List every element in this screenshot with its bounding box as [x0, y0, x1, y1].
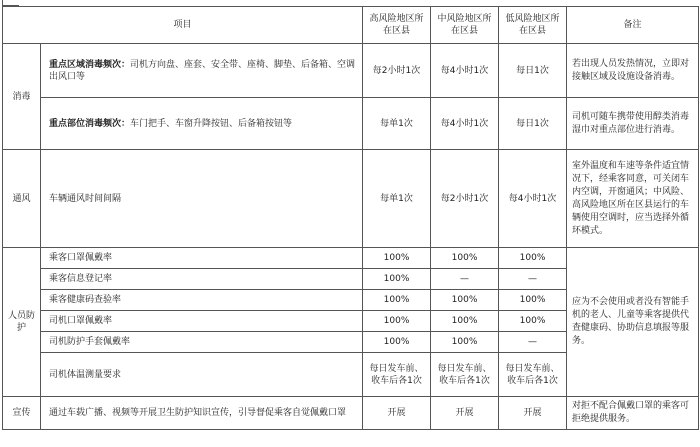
cell-high: 100%: [363, 269, 431, 290]
header-row: [3, 7, 699, 44]
item-key-part-frequency: [41, 98, 363, 150]
table-row: [3, 150, 699, 248]
cell-note: 若出现人员发热情况，立即对接触区域及设施设备消毒。: [567, 44, 699, 98]
cell-low: 100%: [499, 290, 567, 311]
cell-mid: 100%: [431, 290, 499, 311]
cell-low: 100%: [499, 248, 567, 269]
category-publicity: 宣传: [3, 397, 41, 430]
cell-mid: 100%: [431, 248, 499, 269]
item-driver-glove-rate: 司机防护手套佩戴率: [41, 332, 363, 353]
category-protection: 人员防护: [3, 248, 41, 397]
item-passenger-registration-rate: 乘客信息登记率: [41, 269, 363, 290]
item-ventilation-interval: 车辆通风时间间隔: [41, 150, 363, 248]
cell-note: 司机可随车携带使用醇类消毒湿巾对重点部位进行消毒。: [567, 98, 699, 150]
cell-high: 开展: [363, 397, 431, 430]
header-note: 备注: [567, 7, 699, 44]
item-key-area-frequency: [41, 44, 363, 98]
cell-high: 每单1次: [363, 150, 431, 248]
cell-high: 每单1次: [363, 98, 431, 150]
item-label-text: 司机方向盘、座套、安全带、座椅、脚垫、后备箱、空调出风口等: [49, 59, 356, 82]
item-label-bold: 重点区域消毒频次：: [49, 59, 131, 70]
cell-low: —: [499, 332, 567, 353]
cell-mid: —: [431, 269, 499, 290]
category-disinfect: 消毒: [3, 44, 41, 150]
epidemic-prevention-table: [2, 6, 699, 430]
header-low-risk: 低风险地区所在区县: [499, 7, 567, 44]
header-high-risk: 高风险地区所在区县: [363, 7, 431, 44]
cell-high: 100%: [363, 311, 431, 332]
cell-mid: 每4小时1次: [431, 98, 499, 150]
header-mid-risk: 中风险地区所在区县: [431, 7, 499, 44]
cell-mid: 100%: [431, 311, 499, 332]
cell-note: 对拒不配合佩戴口罩的乘客可拒绝提供服务。: [567, 397, 699, 430]
header-item: 项目: [3, 7, 363, 44]
table-row: [3, 98, 699, 150]
cell-mid: 每4小时1次: [431, 44, 499, 98]
table-row: [3, 248, 699, 269]
item-health-code-check-rate: 乘客健康码查验率: [41, 290, 363, 311]
cell-mid: 开展: [431, 397, 499, 430]
cell-high: 每日发车前、收车后各1次: [363, 353, 431, 397]
cell-note: 应为不会使用或者没有智能手机的老人、儿童等乘客提供代查健康码、协助信息填报等服务。: [567, 248, 699, 397]
item-label-bold: 重点部位消毒频次：: [49, 118, 131, 129]
item-passenger-mask-rate: 乘客口罩佩戴率: [41, 248, 363, 269]
cell-low: 100%: [499, 311, 567, 332]
cell-high: 每2小时1次: [363, 44, 431, 98]
cell-high: 100%: [363, 332, 431, 353]
cell-low: 每4小时1次: [499, 150, 567, 248]
cell-mid: 100%: [431, 332, 499, 353]
cell-low: 开展: [499, 397, 567, 430]
cell-low: 每日1次: [499, 44, 567, 98]
cell-low: —: [499, 269, 567, 290]
item-publicity: 通过车载广播、视频等开展卫生防护知识宣传，引导督促乘客自觉佩戴口罩: [41, 397, 363, 430]
table-row: [3, 44, 699, 98]
cell-high: 100%: [363, 248, 431, 269]
cell-high: 100%: [363, 290, 431, 311]
item-label-text: 车门把手、车窗升降按钮、后备箱按钮等: [130, 118, 293, 129]
cell-mid: 每日发车前、收车后各1次: [431, 353, 499, 397]
cell-note: 室外温度和车速等条件适宜情况下，经乘客同意，可关闭车内空调，开窗通风；中风险、高风险地区所在区县运行的车辆使用空调时，应当选择外循环模式。: [567, 150, 699, 248]
cell-mid: 每2小时1次: [431, 150, 499, 248]
cell-low: 每日发车前、收车后各1次: [499, 353, 567, 397]
item-driver-temperature: 司机体温测量要求: [41, 353, 363, 397]
cell-low: 每日1次: [499, 98, 567, 150]
table-row: [3, 397, 699, 430]
category-ventilate: 通风: [3, 150, 41, 248]
item-driver-mask-rate: 司机口罩佩戴率: [41, 311, 363, 332]
